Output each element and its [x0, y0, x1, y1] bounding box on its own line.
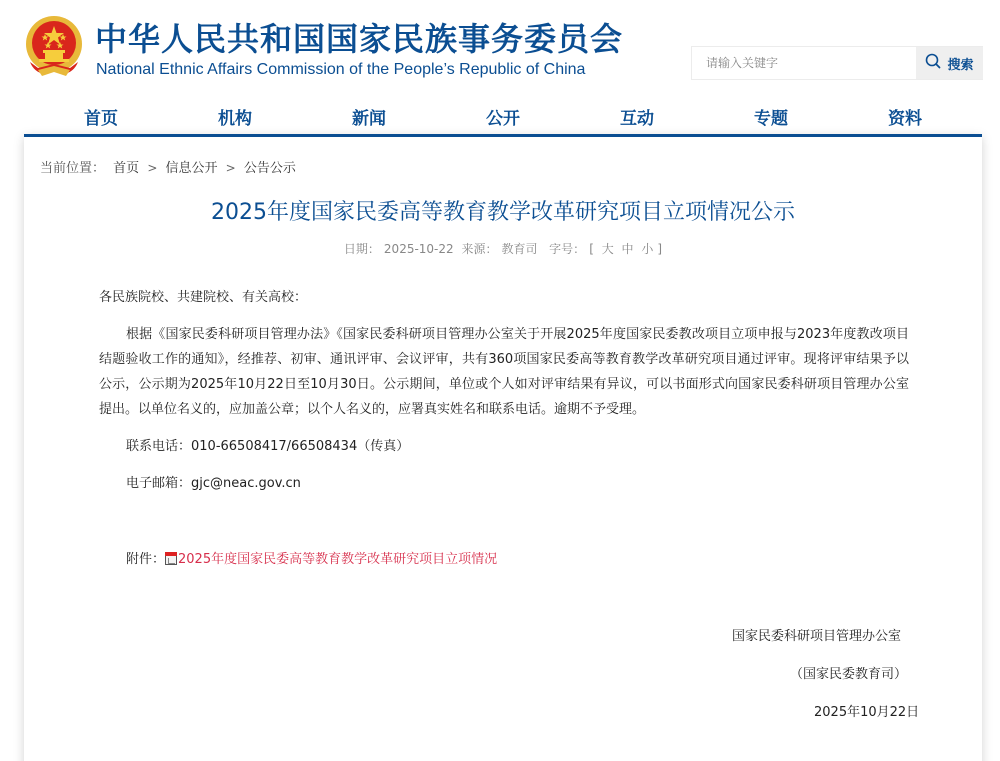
- site-title-en[interactable]: National Ethnic Affairs Commission of the People’s Republic of China: [96, 61, 586, 78]
- nav-item-public[interactable]: 公开: [486, 109, 520, 129]
- search-icon: [925, 53, 941, 73]
- attachment-label: 附件：: [126, 552, 166, 567]
- article-title: 2025年度国家民委高等教育教学改革研究项目立项情况公示: [211, 200, 795, 225]
- national-emblem-icon[interactable]: [24, 14, 84, 80]
- salutation: 各民族院校、共建院校、有关高校：: [99, 290, 308, 305]
- nav-divider: [24, 134, 982, 137]
- breadcrumb-info-public[interactable]: 信息公开: [165, 161, 218, 176]
- search-button-label: 搜索: [947, 57, 974, 73]
- contact-phone: 联系电话：010-66508417/66508434（传真）: [126, 439, 410, 454]
- date-label: 日期：: [343, 242, 380, 256]
- article-paragraph: 根据《国家民委科研项目管理办法》《国家民委科研项目管理办公室关于开展2025年度国家民委教改项目立项申报与2023年度教改项目结题验收工作的通知》，经推荐、初审、通讯评审、会议评审，共有360项国家民委高等教育教学改革研究项目通过评审。现将评审结果予以公示，公示期为2025年10月22日至10月30日。公示期间，单位或个人如对评审结果有异议，可以书面形式向国家民委科研项目管理办公室提出。以单位名义的，应加盖公章；以个人名义的，应署真实姓名和联系电话。逾期不予受理。: [99, 327, 909, 417]
- font-size-large-button[interactable]: 大: [601, 242, 614, 256]
- date-value: 2025-10-22: [383, 242, 454, 256]
- article-meta: [24, 240, 982, 257]
- site-header: [0, 0, 1000, 100]
- nav-item-resources[interactable]: 资料: [888, 109, 922, 129]
- nav-item-home[interactable]: 首页: [84, 109, 118, 129]
- nav-item-organization[interactable]: 机构: [218, 109, 252, 129]
- site-title-cn[interactable]: 中华人民共和国国家民族事务委员会: [95, 20, 624, 58]
- font-size-medium-button[interactable]: 中: [621, 242, 634, 256]
- signature-dept: （国家民委教育司）: [790, 667, 908, 682]
- attachment-link[interactable]: 2025年度国家民委高等教育教学改革研究项目立项情况: [178, 552, 498, 567]
- search-input[interactable]: [692, 47, 916, 79]
- fontsize-label: 字号：: [549, 242, 586, 256]
- breadcrumb-separator: >: [147, 161, 158, 175]
- breadcrumb-notices[interactable]: 公告公示: [243, 161, 296, 176]
- nav-item-topics[interactable]: 专题: [754, 109, 788, 129]
- source-label: 来源：: [461, 242, 498, 256]
- article-card: [24, 137, 982, 761]
- bracket-open: [: [589, 242, 594, 256]
- attachment: [126, 547, 936, 572]
- signature-office: 国家民委科研项目管理办公室: [732, 629, 902, 644]
- breadcrumb-separator: >: [225, 161, 236, 175]
- pdf-file-icon[interactable]: [165, 552, 177, 565]
- font-size-small-button[interactable]: 小: [641, 242, 654, 256]
- search-box: [691, 46, 983, 80]
- breadcrumb: [40, 157, 300, 176]
- contact-email: 电子邮箱：gjc@neac.gov.cn: [126, 476, 301, 491]
- bracket-close: ]: [657, 242, 663, 256]
- breadcrumb-home[interactable]: 首页: [113, 161, 140, 176]
- signature-date: 2025年10月22日: [814, 705, 920, 720]
- search-button[interactable]: [916, 47, 983, 79]
- nav-item-news[interactable]: 新闻: [352, 109, 386, 129]
- nav-item-interaction[interactable]: 互动: [620, 109, 654, 129]
- breadcrumb-prefix: 当前位置：: [40, 161, 106, 176]
- source-value: 教育司: [501, 242, 538, 256]
- main-nav: [24, 100, 982, 135]
